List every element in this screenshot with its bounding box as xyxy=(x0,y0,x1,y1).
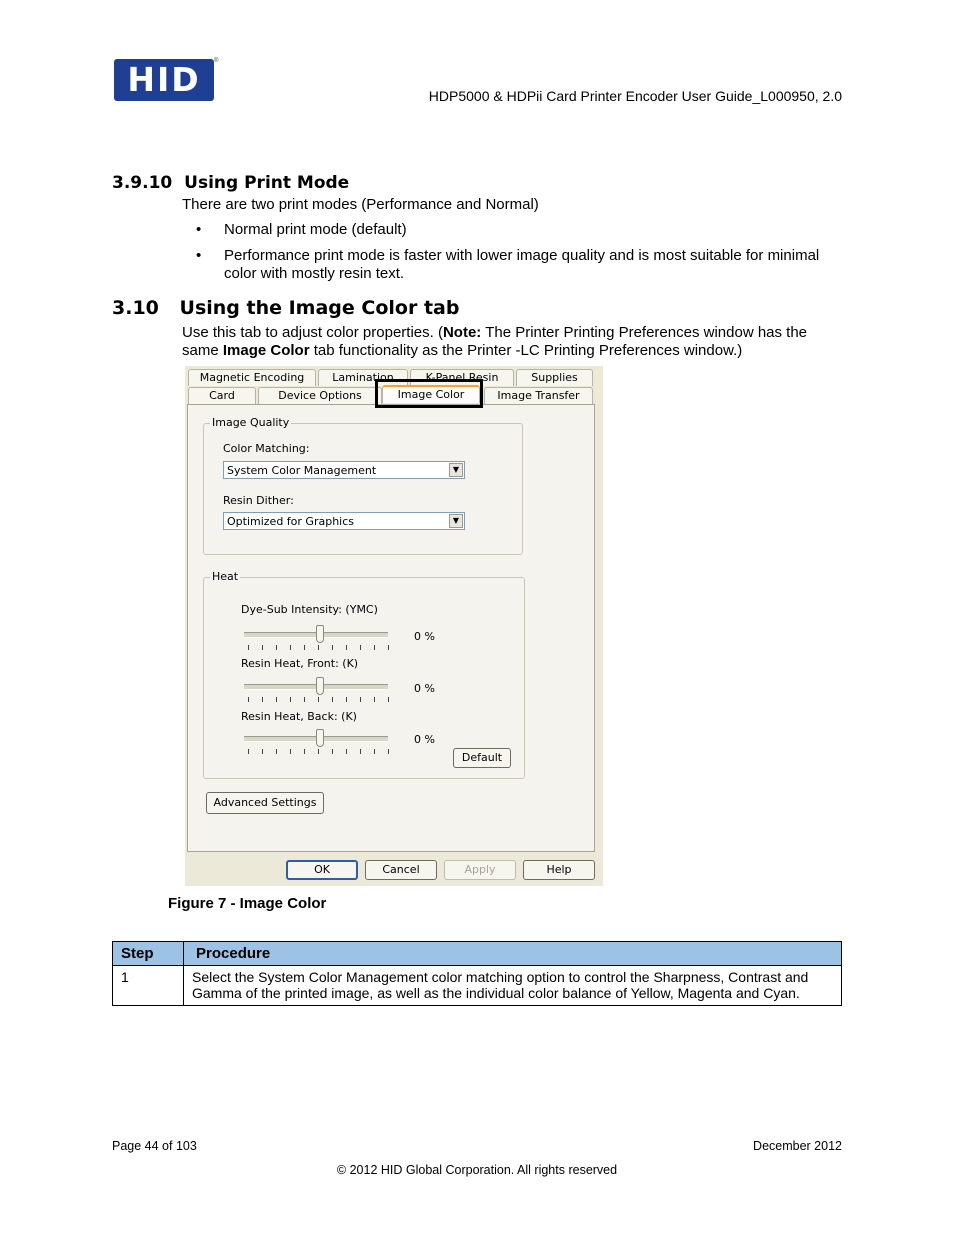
chevron-down-icon[interactable]: ▼ xyxy=(449,514,463,528)
resin-dither-select[interactable] xyxy=(223,512,465,530)
resin-heat-back-label: Resin Heat, Back: (K) xyxy=(241,710,357,723)
tab-card[interactable]: Card xyxy=(188,387,256,404)
bullet-normal-mode: Normal print mode (default) xyxy=(224,221,407,238)
hid-logo: HID xyxy=(114,59,214,101)
print-mode-intro: There are two print modes (Performance and Normal) xyxy=(182,196,539,213)
section-title: Using the Image Color tab xyxy=(179,297,460,319)
slider-ticks xyxy=(248,697,390,702)
cancel-button[interactable]: Cancel xyxy=(365,860,437,880)
tab-magnetic-encoding[interactable]: Magnetic Encoding xyxy=(188,369,316,386)
dye-sub-intensity-label: Dye-Sub Intensity: (YMC) xyxy=(241,603,378,616)
para-text: tab functionality as the Printer -LC Printing Preferences window.) xyxy=(309,342,743,359)
footer-date: December 2012 xyxy=(753,1139,842,1153)
procedure-cell: Select the System Color Management color matching option to control the Sharpness, Contrast and Gamma of the printed image, as well as the individual color balance of Yellow, Magenta and Cyan. xyxy=(184,966,842,1006)
table-header-row xyxy=(113,942,842,966)
para-text: Use this tab to adjust color properties. ( xyxy=(182,324,443,341)
dye-sub-intensity-value: 0 % xyxy=(414,630,435,643)
resin-dither-label: Resin Dither: xyxy=(223,494,294,507)
section-heading-print-mode xyxy=(112,173,349,193)
tab-supplies[interactable]: Supplies xyxy=(516,369,593,386)
tab-device-options[interactable]: Device Options xyxy=(258,387,382,404)
bullet-performance-mode-cont: color with mostly resin text. xyxy=(224,265,405,282)
group-title: Image Quality xyxy=(212,416,290,429)
ok-button[interactable]: OK xyxy=(286,860,358,880)
resin-heat-front-label: Resin Heat, Front: (K) xyxy=(241,657,359,670)
column-header-step: Step xyxy=(113,942,184,966)
resin-heat-back-value: 0 % xyxy=(414,733,435,746)
advanced-settings-button[interactable]: Advanced Settings xyxy=(206,792,324,814)
slider-ticks xyxy=(248,645,390,650)
copyright: © 2012 HID Global Corporation. All rights reserved xyxy=(336,1163,618,1177)
section-heading-image-color xyxy=(112,297,459,319)
help-button[interactable]: Help xyxy=(523,860,595,880)
figure-caption: Figure 7 - Image Color xyxy=(168,895,327,912)
image-color-para-line1 xyxy=(182,324,807,342)
note-label: Note: xyxy=(442,324,482,341)
registered-mark: ® xyxy=(214,58,219,64)
para-text: same xyxy=(182,342,223,359)
resin-dither-value: Optimized for Graphics xyxy=(227,515,354,528)
tab-panel xyxy=(187,404,595,852)
tab-lamination[interactable]: Lamination xyxy=(318,369,408,386)
heat-group xyxy=(203,570,525,779)
slider-ticks xyxy=(248,749,390,754)
resin-heat-front-slider[interactable] xyxy=(316,677,324,695)
tab-k-panel-resin[interactable]: K-Panel Resin xyxy=(410,369,514,386)
resin-heat-front-value: 0 % xyxy=(414,682,435,695)
resin-heat-back-slider[interactable] xyxy=(316,729,324,747)
group-title: Heat xyxy=(212,570,239,583)
section-number: 3.10 xyxy=(112,297,159,319)
apply-button[interactable]: Apply xyxy=(444,860,516,880)
section-title: Using Print Mode xyxy=(184,173,350,193)
image-color-para-line2 xyxy=(182,342,742,360)
step-cell: 1 xyxy=(113,966,184,1006)
page-number: Page 44 of 103 xyxy=(112,1139,197,1153)
bullet-icon: • xyxy=(196,221,202,238)
color-matching-label: Color Matching: xyxy=(223,442,310,455)
tab-image-color[interactable]: Image Color xyxy=(382,385,480,403)
para-text: The Printer Printing Preferences window has the xyxy=(481,324,808,341)
document-title: HDP5000 & HDPii Card Printer Encoder User Guide_L000950, 2.0 xyxy=(428,88,842,104)
chevron-down-icon[interactable]: ▼ xyxy=(449,463,463,477)
tab-image-transfer[interactable]: Image Transfer xyxy=(484,387,593,404)
color-matching-select[interactable] xyxy=(223,461,465,479)
bullet-performance-mode: Performance print mode is faster with lower image quality and is most suitable for minimal xyxy=(224,247,820,264)
default-button[interactable]: Default xyxy=(453,748,511,768)
printing-preferences-dialog xyxy=(185,366,603,886)
image-color-tab-highlight xyxy=(375,379,483,408)
section-number: 3.9.10 xyxy=(112,173,173,193)
bold-term: Image Color xyxy=(222,342,310,359)
dye-sub-intensity-slider[interactable] xyxy=(316,625,324,643)
color-matching-value: System Color Management xyxy=(227,464,377,477)
image-quality-group xyxy=(203,416,523,555)
bullet-icon: • xyxy=(196,247,202,264)
procedure-table xyxy=(112,941,842,1006)
column-header-procedure: Procedure xyxy=(184,942,842,966)
table-row xyxy=(113,966,842,1006)
